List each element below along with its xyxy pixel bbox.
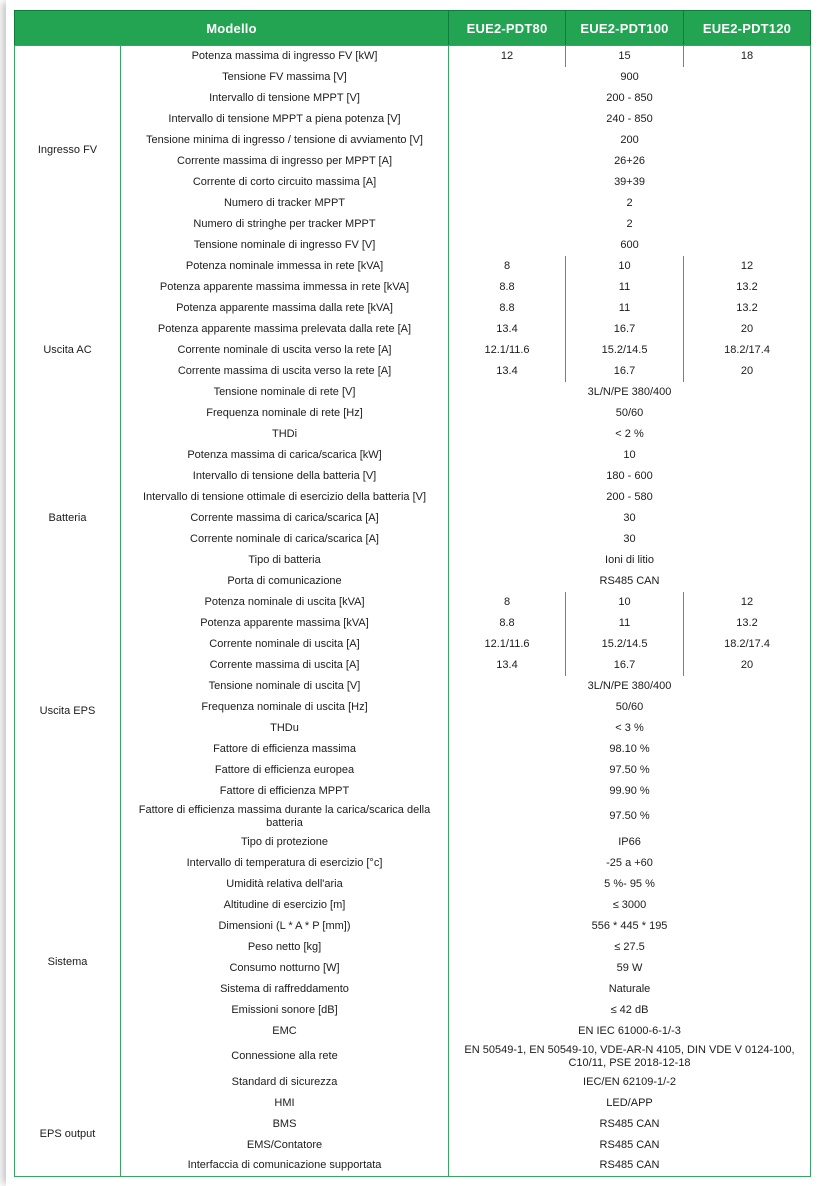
table-row xyxy=(15,277,811,298)
value-cell: Naturale xyxy=(608,982,651,995)
header-model-label: Modello xyxy=(15,11,449,46)
table-header xyxy=(15,11,811,46)
table-row xyxy=(15,1021,811,1042)
param-label: Potenza apparente massima immessa in rete [kVA] xyxy=(121,277,449,298)
value-cell: 3L/N/PE 380/400 xyxy=(587,385,672,398)
value-cell: 8.8 xyxy=(449,277,566,298)
param-label: EMC xyxy=(121,1021,449,1042)
param-label: THDu xyxy=(121,718,449,739)
value-cell: 600 xyxy=(620,238,639,251)
value-cell: 2 xyxy=(626,217,633,230)
value-cell: 12 xyxy=(740,595,754,608)
table-row xyxy=(15,592,811,613)
value-cell: 5 %- 95 % xyxy=(604,877,655,890)
value-cell: 97.50 % xyxy=(609,763,650,776)
table-row xyxy=(15,172,811,193)
param-label: Umidità relativa dell'aria xyxy=(121,874,449,895)
value-cell: 30 xyxy=(623,511,636,524)
param-label: Tipo di batteria xyxy=(121,550,449,571)
param-label: Corrente massima di ingresso per MPPT [A] xyxy=(121,151,449,172)
value-cell: 15 xyxy=(566,46,684,67)
param-label: Tensione minima di ingresso / tensione di avviamento [V] xyxy=(121,130,449,151)
param-label: Tensione FV massima [V] xyxy=(121,67,449,88)
table-row xyxy=(15,1114,811,1135)
table-row xyxy=(15,487,811,508)
value-cell: 15.2/14.5 xyxy=(566,340,684,361)
value-cell: 200 xyxy=(620,133,639,146)
param-label: Peso netto [kg] xyxy=(121,937,449,958)
param-label: Intervallo di tensione MPPT a piena potenza [V] xyxy=(121,109,449,130)
param-label: Fattore di efficienza massima durante la carica/scarica della batteria xyxy=(121,802,449,832)
param-label: Connessione alla rete xyxy=(121,1042,449,1072)
param-label: Corrente massima di uscita verso la rete [A] xyxy=(121,361,449,382)
param-label: Corrente massima di uscita [A] xyxy=(121,655,449,676)
value-cell: ≤ 3000 xyxy=(612,898,647,911)
value-cell: 3L/N/PE 380/400 xyxy=(587,679,672,692)
param-label: Sistema di raffreddamento xyxy=(121,979,449,1000)
value-cell: EN 50549-1, EN 50549-10, VDE-AR-N 4105, DIN VDE V 0124-100, C10/11, PSE 2018-12-18 xyxy=(464,1043,795,1069)
value-cell: 18.2/17.4 xyxy=(724,343,770,356)
value-cell: 12 xyxy=(449,46,566,67)
value-cell: 12 xyxy=(740,259,754,272)
value-cell: 16.7 xyxy=(566,361,684,382)
param-label: Corrente nominale di uscita verso la rete [A] xyxy=(121,340,449,361)
table-row xyxy=(15,109,811,130)
table-row xyxy=(15,256,811,277)
value-cell: ≤ 42 dB xyxy=(610,1003,649,1016)
spec-table xyxy=(14,10,811,1177)
value-cell: 12.1/11.6 xyxy=(449,340,566,361)
table-row xyxy=(15,235,811,256)
value-cell: ≤ 27.5 xyxy=(614,940,645,953)
param-label: Numero di tracker MPPT xyxy=(121,193,449,214)
param-label: Potenza massima di ingresso FV [kW] xyxy=(121,46,449,67)
param-label: Tensione nominale di ingresso FV [V] xyxy=(121,235,449,256)
table-row xyxy=(15,508,811,529)
section-label: Sistema xyxy=(15,832,121,1093)
value-cell: < 2 % xyxy=(615,427,644,440)
value-cell: 39+39 xyxy=(614,175,645,188)
param-label: Fattore di efficienza massima xyxy=(121,739,449,760)
table-row xyxy=(15,361,811,382)
table-row xyxy=(15,340,811,361)
value-cell: 16.7 xyxy=(566,655,684,676)
value-cell: 16.7 xyxy=(566,319,684,340)
param-label: Porta di comunicazione xyxy=(121,571,449,592)
datasheet-page xyxy=(6,0,828,1186)
table-row xyxy=(15,718,811,739)
table-row xyxy=(15,130,811,151)
table-row xyxy=(15,1093,811,1114)
value-cell: 97.50 % xyxy=(609,810,650,822)
value-cell: -25 a +60 xyxy=(606,856,653,869)
table-row xyxy=(15,298,811,319)
value-cell: 13.2 xyxy=(736,616,758,629)
section-label: Uscita AC xyxy=(15,256,121,445)
header-col-eue2-pdt120: EUE2-PDT120 xyxy=(684,11,811,46)
table-row xyxy=(15,853,811,874)
section-label: Ingresso FV xyxy=(15,46,121,256)
table-row xyxy=(15,319,811,340)
table-row xyxy=(15,403,811,424)
table-row xyxy=(15,382,811,403)
param-label: Intervallo di temperatura di esercizio [°c] xyxy=(121,853,449,874)
value-cell: 99.90 % xyxy=(609,784,650,797)
table-row xyxy=(15,697,811,718)
section-label: EPS output xyxy=(15,1093,121,1177)
param-label: Intervallo di tensione della batteria [V] xyxy=(121,466,449,487)
param-label: Tipo di protezione xyxy=(121,832,449,853)
value-cell: 556 * 445 * 195 xyxy=(591,919,668,932)
value-cell: 11 xyxy=(566,613,684,634)
table-row xyxy=(15,424,811,445)
param-label: EMS/Contatore xyxy=(121,1135,449,1156)
value-cell: 10 xyxy=(623,448,636,461)
param-label: Frequenza nominale di uscita [Hz] xyxy=(121,697,449,718)
value-cell: 30 xyxy=(623,532,636,545)
param-label: Potenza nominale immessa in rete [kVA] xyxy=(121,256,449,277)
table-row xyxy=(15,613,811,634)
table-row xyxy=(15,445,811,466)
table-row xyxy=(15,979,811,1000)
value-cell: 18 xyxy=(740,49,754,62)
value-cell: 180 - 600 xyxy=(606,469,653,482)
param-label: Standard di sicurezza xyxy=(121,1072,449,1093)
value-cell: 10 xyxy=(566,592,684,613)
value-cell: 8 xyxy=(449,256,566,277)
param-label: BMS xyxy=(121,1114,449,1135)
value-cell: 18.2/17.4 xyxy=(724,637,770,650)
value-cell: 11 xyxy=(566,277,684,298)
header-row xyxy=(15,11,811,46)
value-cell: 13.4 xyxy=(449,319,566,340)
value-cell: 12.1/11.6 xyxy=(449,634,566,655)
spec-table-body xyxy=(15,46,811,1177)
param-label: Frequenza nominale di rete [Hz] xyxy=(121,403,449,424)
value-cell: 2 xyxy=(626,196,633,209)
value-cell: 13.4 xyxy=(449,361,566,382)
value-cell: 26+26 xyxy=(614,154,645,167)
section-label: Batteria xyxy=(15,445,121,592)
param-label: HMI xyxy=(121,1093,449,1114)
table-row xyxy=(15,1072,811,1093)
value-cell: EN IEC 61000-6-1/-3 xyxy=(578,1024,681,1037)
value-cell: 15.2/14.5 xyxy=(566,634,684,655)
table-row xyxy=(15,1156,811,1177)
table-row xyxy=(15,958,811,979)
param-label: Consumo notturno [W] xyxy=(121,958,449,979)
param-label: Numero di stringhe per tracker MPPT xyxy=(121,214,449,235)
value-cell: LED/APP xyxy=(606,1096,653,1109)
param-label: Corrente massima di carica/scarica [A] xyxy=(121,508,449,529)
value-cell: 11 xyxy=(566,298,684,319)
value-cell: 8.8 xyxy=(449,298,566,319)
value-cell: 20 xyxy=(740,364,754,377)
value-cell: RS485 CAN xyxy=(599,1117,660,1130)
value-cell: RS485 CAN xyxy=(599,574,660,587)
param-label: Potenza apparente massima dalla rete [kVA] xyxy=(121,298,449,319)
param-label: Emissioni sonore [dB] xyxy=(121,1000,449,1021)
param-label: Interfaccia di comunicazione supportata xyxy=(121,1156,449,1177)
value-cell: 240 - 850 xyxy=(606,112,653,125)
value-cell: < 3 % xyxy=(615,721,644,734)
param-label: Altitudine di esercizio [m] xyxy=(121,895,449,916)
value-cell: 13.4 xyxy=(449,655,566,676)
table-row xyxy=(15,571,811,592)
value-cell: 8.8 xyxy=(449,613,566,634)
table-row xyxy=(15,214,811,235)
param-label: THDi xyxy=(121,424,449,445)
param-label: Potenza massima di carica/scarica [kW] xyxy=(121,445,449,466)
table-row xyxy=(15,874,811,895)
table-row xyxy=(15,151,811,172)
value-cell: 13.2 xyxy=(736,280,758,293)
value-cell: 50/60 xyxy=(615,700,644,713)
value-cell: 20 xyxy=(740,658,754,671)
param-label: Dimensioni (L * A * P [mm]) xyxy=(121,916,449,937)
param-label: Corrente nominale di carica/scarica [A] xyxy=(121,529,449,550)
table-row xyxy=(15,937,811,958)
value-cell: 200 - 850 xyxy=(606,91,653,104)
table-row xyxy=(15,634,811,655)
table-row xyxy=(15,46,811,67)
table-row xyxy=(15,676,811,697)
table-row xyxy=(15,529,811,550)
table-row xyxy=(15,832,811,853)
value-cell: 900 xyxy=(620,70,639,83)
table-row xyxy=(15,802,811,832)
table-row xyxy=(15,1042,811,1072)
value-cell: RS485 CAN xyxy=(599,1159,660,1172)
value-cell: IEC/EN 62109-1/-2 xyxy=(583,1075,676,1088)
param-label: Corrente di corto circuito massima [A] xyxy=(121,172,449,193)
param-label: Intervallo di tensione ottimale di esercizio della batteria [V] xyxy=(121,487,449,508)
param-label: Tensione nominale di rete [V] xyxy=(121,382,449,403)
param-label: Potenza nominale di uscita [kVA] xyxy=(121,592,449,613)
value-cell: 10 xyxy=(566,256,684,277)
value-cell: Ioni di litio xyxy=(605,553,654,566)
value-cell: 50/60 xyxy=(615,406,644,419)
param-label: Fattore di efficienza europea xyxy=(121,760,449,781)
value-cell: 200 - 580 xyxy=(606,490,653,503)
param-label: Potenza apparente massima prelevata dalla rete [A] xyxy=(121,319,449,340)
table-row xyxy=(15,466,811,487)
header-col-eue2-pdt100: EUE2-PDT100 xyxy=(566,11,684,46)
param-label: Fattore di efficienza MPPT xyxy=(121,781,449,802)
value-cell: 98.10 % xyxy=(609,742,650,755)
table-row xyxy=(15,193,811,214)
param-label: Corrente nominale di uscita [A] xyxy=(121,634,449,655)
table-row xyxy=(15,781,811,802)
value-cell: IP66 xyxy=(618,835,641,848)
param-label: Potenza apparente massima [kVA] xyxy=(121,613,449,634)
table-row xyxy=(15,739,811,760)
section-label: Uscita EPS xyxy=(15,592,121,832)
param-label: Intervallo di tensione MPPT [V] xyxy=(121,88,449,109)
table-row xyxy=(15,1000,811,1021)
param-label: Tensione nominale di uscita [V] xyxy=(121,676,449,697)
header-col-eue2-pdt80: EUE2-PDT80 xyxy=(449,11,566,46)
table-row xyxy=(15,67,811,88)
table-row xyxy=(15,550,811,571)
value-cell: RS485 CAN xyxy=(599,1138,660,1151)
table-row xyxy=(15,655,811,676)
value-cell: 59 W xyxy=(616,961,643,974)
table-row xyxy=(15,895,811,916)
table-row xyxy=(15,916,811,937)
table-row xyxy=(15,1135,811,1156)
table-row xyxy=(15,760,811,781)
value-cell: 20 xyxy=(740,322,754,335)
table-row xyxy=(15,88,811,109)
value-cell: 8 xyxy=(449,592,566,613)
value-cell: 13.2 xyxy=(736,301,758,314)
